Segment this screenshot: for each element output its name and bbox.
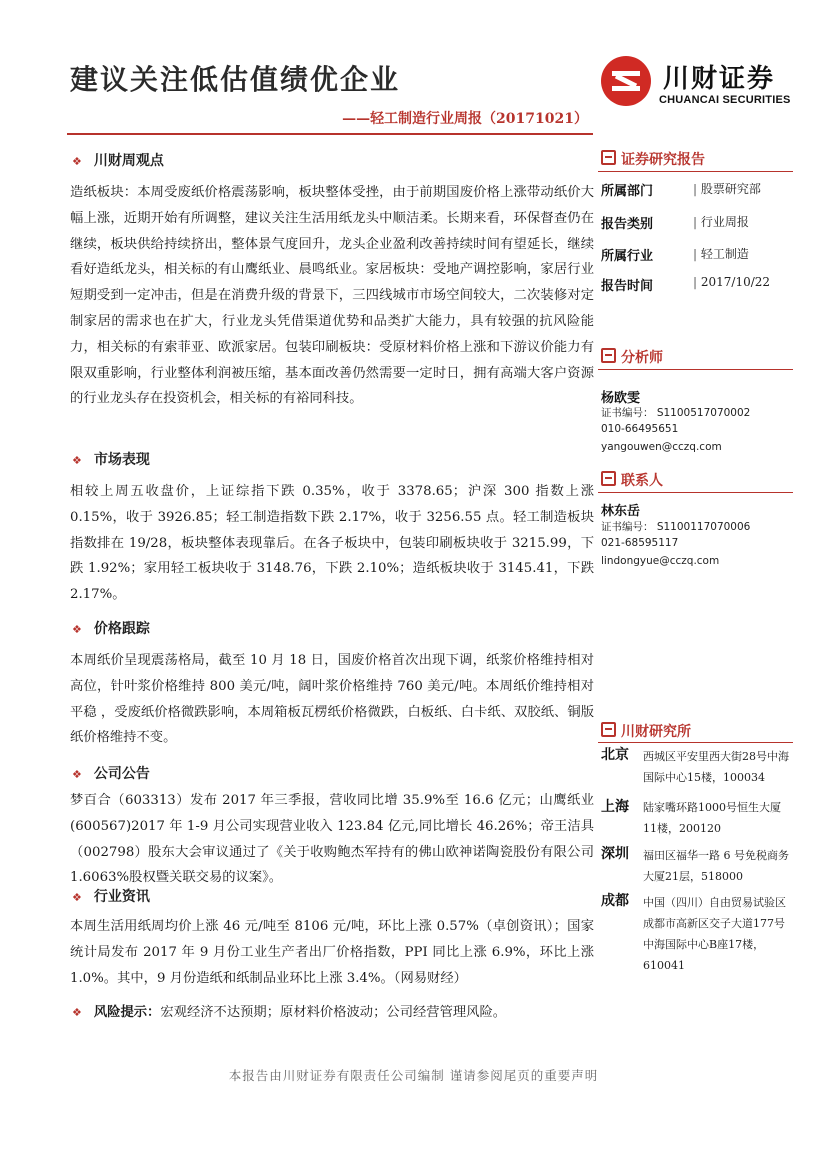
diamond-bullet-icon: ❖ [72, 768, 82, 781]
sidebar-divider [598, 171, 793, 172]
analyst-phone: 010-66495651 [601, 423, 679, 435]
sidebar-divider [598, 742, 793, 743]
header-divider [67, 133, 593, 135]
contact-email[interactable]: lindongyue@cczq.com [601, 555, 720, 567]
analyst-email[interactable]: yangouwen@cczq.com [601, 441, 722, 453]
report-icon [601, 150, 616, 165]
footer-disclaimer: 本报告由川财证券有限责任公司编制 谨请参阅尾页的重要声明 [228, 1068, 599, 1083]
views-paragraph: 造纸板块：本周受废纸价格震荡影响，板块整体受挫，由于前期国废价格上涨带动纸价大幅上涨，近期开始有所调整，建议关注生活用纸龙头中顺洁柔。长期来看，环保督查仍在继续，板块供给持续挤出，整体景气度回升，龙头企业盈利改善持续时间有望延长，继续看好造纸龙头，相关标的有山鹰纸业、晨鸣纸业。家居板块：受地产调控影响，家居行业短期受到一定冲击，但是在消费升级的背景下，三四线城市市场空间较大，二次装修对定制家居的需求也在扩大，行业龙头凭借渠道优势和品类扩大能力，具有较强的抗风险能力，相关标的有索菲亚、欧派家居。包装印刷板块：受原材料价格上涨和下游议价能力有限双重影响，行业整体利润被压缩，基本面改善仍然需要一定时日，拥有高端大客户资源的行业龙头存在投资机会，相关标的有裕同科技。 [70, 185, 594, 407]
meta-value-category: | 行业周报 [693, 213, 749, 230]
meta-value-industry: | 轻工制造 [693, 245, 749, 262]
company-logo [601, 56, 791, 110]
contact-cert: 证书编号： S1100117070006 [601, 521, 751, 533]
sidebar-heading-report: 证券研究报告 [601, 149, 705, 169]
institute-icon [601, 722, 616, 737]
contact-phone: 021-68595117 [601, 537, 679, 549]
section-heading-company: ❖ 公司公告 [72, 766, 150, 782]
logo-english-name: CHUANCAI SECURITIES [659, 94, 791, 106]
office-address-chengdu: 中国（四川）自由贸易试验区成都市高新区交子大道177号中海国际中心B座17楼，610041 [643, 896, 786, 972]
sidebar-heading-contact: 联系人 [601, 470, 663, 490]
meta-key-date: 报告时间 [601, 279, 654, 294]
meta-key-category: 报告类别 [601, 217, 654, 232]
office-address-shanghai: 陆家嘴环路1000号恒生大厦11楼，200120 [643, 801, 781, 835]
office-city-chengdu: 成都 [601, 893, 629, 909]
meta-value-department: | 股票研究部 [693, 180, 761, 197]
office-address-beijing: 西城区平安里西大街28号中海国际中心15楼，100034 [643, 750, 789, 784]
sidebar-heading-analyst: 分析师 [601, 347, 663, 367]
report-subtitle: ——轻工制造行业周报（20171021） [342, 111, 588, 127]
risk-label: 风险提示： [93, 1005, 161, 1020]
logo-chinese-name: 川财证券 [663, 64, 776, 94]
meta-key-department: 所属部门 [601, 184, 654, 199]
risk-note [72, 1000, 596, 1026]
office-city-shenzhen: 深圳 [601, 846, 629, 862]
meta-key-industry: 所属行业 [601, 249, 654, 264]
price-paragraph: 本周纸价呈现震荡格局，截至 10 月 18 日，国废价格首次出现下调，纸浆价格维持相对高位，针叶浆价格维持 800 美元/吨，阔叶浆价格维持 760 美元/吨。本周纸价维持相对平稳 ，受废纸价格微跌影响，本周箱板瓦楞纸价格微跌，白板纸、白卡纸、双胶纸、铜版纸价格维持不变。 [70, 653, 594, 746]
report-title: 建议关注低估值绩优企业 [70, 63, 401, 96]
contact-icon [601, 471, 616, 486]
diamond-bullet-icon: ❖ [72, 155, 82, 168]
meta-value-date: | 2017/10/22 [693, 275, 770, 289]
contact-name: 林东岳 [601, 504, 641, 519]
office-city-shanghai: 上海 [601, 799, 629, 815]
analyst-name: 杨欧雯 [601, 391, 641, 406]
section-heading-views: ❖ 川财周观点 [72, 153, 164, 169]
section-heading-price: ❖ 价格跟踪 [72, 621, 150, 637]
analyst-cert: 证书编号： S1100517070002 [601, 407, 751, 419]
analyst-icon [601, 348, 616, 363]
diamond-bullet-icon: ❖ [72, 623, 82, 636]
sidebar-heading-institute: 川财研究所 [601, 721, 691, 741]
company-paragraph: 梦百合（603313）发布 2017 年三季报，营收同比增 35.9%至 16.6 亿元；山鹰纸业(600567)2017 年 1-9 月公司实现营业收入 123.84 亿元,同比增长 46.26%；帝王洁具（002798）股东大会审议通过了《关于收购鲍杰军持有的佛山欧神诺陶瓷股份有限公司 1.6063%股权暨关联交易的议案》。 [70, 793, 594, 886]
office-address-shenzhen: 福田区福华一路 6 号免税商务大厦21层，518000 [643, 849, 789, 883]
sidebar-divider [598, 369, 793, 370]
office-city-beijing: 北京 [601, 747, 629, 763]
industry-paragraph: 本周生活用纸周均价上涨 46 元/吨至 8106 元/吨，环比上涨 0.57%（卓创资讯）；国家统计局发布 2017 年 9 月份工业生产者出厂价格指数，PPI 同比上涨 6.9%，环比上涨 1.0%。其中，9 月份造纸和纸制品业环比上涨 3.4%。（网易财经） [70, 919, 594, 986]
sidebar-divider [598, 492, 793, 493]
section-heading-industry: ❖ 行业资讯 [72, 889, 150, 905]
risk-text: 宏观经济不达预期；原材料价格波动；公司经营管理风险。 [160, 1005, 507, 1020]
diamond-bullet-icon: ❖ [72, 454, 82, 467]
logo-mark-icon [601, 56, 651, 106]
diamond-bullet-icon: ❖ [72, 1006, 82, 1019]
diamond-bullet-icon: ❖ [72, 891, 82, 904]
section-heading-market: ❖ 市场表现 [72, 452, 150, 468]
market-paragraph: 相较上周五收盘价，上证综指下跌 0.35%，收于 3378.65；沪深 300 指数上涨 0.15%，收于 3926.85；轻工制造指数下跌 2.17%，收于 3256.55 点。轻工制造板块指数排在 19/28，板块整体表现靠后。在各子板块中，包装印刷板块收于 3215.99，下跌 1.92%；家用轻工板块收于 3148.76，下跌 2.10%；造纸板块收于 3145.41，下跌 2.17%。 [70, 484, 594, 603]
